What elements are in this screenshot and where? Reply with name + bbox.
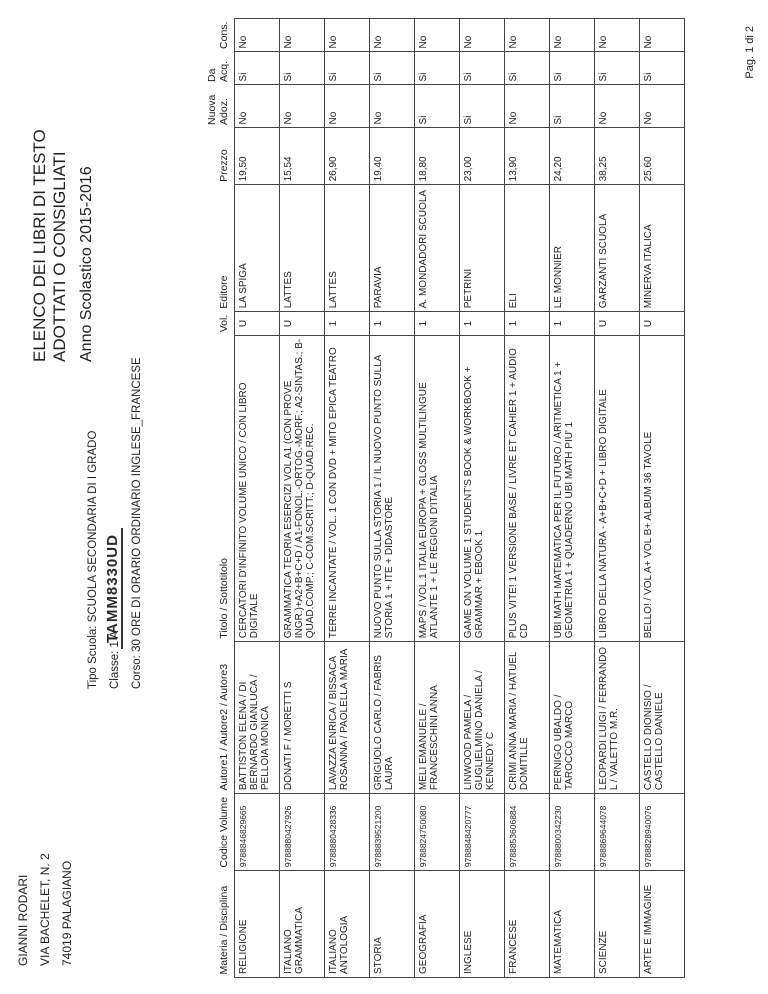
cell-nuova: No [640, 85, 685, 128]
cell-vol: 1 [505, 312, 550, 336]
cell-materia: ITALIANO GRAMMATICA [280, 871, 325, 978]
table-row [280, 19, 325, 978]
cell-nuova: No [595, 85, 640, 128]
school-code-stamp: TAMM8330UD [104, 528, 123, 649]
class-label: Classe: 1 A [109, 630, 121, 689]
school-type: Tipo Scuola: SCUOLA SECONDARIA DI I GRADO [87, 430, 99, 689]
school-name: GIANNI RODARI [16, 874, 30, 966]
document-title [30, 129, 70, 362]
table-row [640, 19, 685, 978]
header-titolo: Titolo / Sottotitolo [218, 558, 230, 639]
cell-nuova: No [280, 85, 325, 128]
cell-materia: MATEMATICA [550, 871, 595, 978]
cell-prezzo: 13,90 [505, 128, 550, 185]
cell-vol: 1 [460, 312, 505, 336]
cell-editore: LATTES [280, 185, 325, 312]
cell-autori: LINWOOD PAMELA / GUGLIELMINO DANIELA / KENNEDY C [460, 642, 505, 794]
cell-prezzo: 26,90 [325, 128, 370, 185]
cell-titolo: PLUS VITE! 1 VERSIONE BASE / LIVRE ET CAHIER 1 + AUDIO CD [505, 335, 550, 642]
header-acq: Da Acq. [206, 60, 230, 82]
cell-codice: 9788839521200 [370, 794, 415, 871]
header-materia: Materia / Disciplina [218, 885, 230, 975]
cell-editore: PARAVIA [370, 185, 415, 312]
cell-autori: LEOPARDI LUIGI / FERRANDO L / VALETTO M.R. [595, 642, 640, 794]
cell-editore: LA SPIGA [235, 185, 280, 312]
cell-titolo: LIBRO DELLA NATURA - A+B+C+D + LIBRO DIGITALE [595, 335, 640, 642]
cell-acq: Si [370, 52, 415, 85]
cell-autori: CASTELLO DIONISIO / CASTELLO DANIELE [640, 642, 685, 794]
cell-titolo: GAME ON VOLUME 1 STUDENT'S BOOK & WORKBOOK + GRAMMAR + EBOOK 1 [460, 335, 505, 642]
cell-cons: No [595, 19, 640, 52]
table-row [235, 19, 280, 978]
cell-editore: PETRINI [460, 185, 505, 312]
header-codice: Codice Volume [218, 796, 230, 868]
course-label: Corso: 30 ORE DI ORARIO ORDINARIO INGLESE_FRANCESE [131, 357, 143, 689]
cell-autori: LAVAZZA ENRICA / BISSACA ROSANNA / PAOLELLA MARIA [325, 642, 370, 794]
cell-editore: ELI [505, 185, 550, 312]
cell-cons: No [325, 19, 370, 52]
cell-acq: Si [235, 52, 280, 85]
table-row [370, 19, 415, 978]
cell-nuova: Si [460, 85, 505, 128]
cell-titolo: TERRE INCANTATE / VOL. 1 CON DVD + MITO EPICA TEATRO [325, 335, 370, 642]
cell-codice: 9788848420777 [460, 794, 505, 871]
header-cons: Cons. [218, 21, 230, 49]
cell-materia: ARTE E IMMAGINE [640, 871, 685, 978]
cell-nuova: Si [415, 85, 460, 128]
cell-nuova: No [370, 85, 415, 128]
class-info [82, 357, 148, 689]
cell-codice: 9788828940076 [640, 794, 685, 871]
cell-acq: Si [280, 52, 325, 85]
school-year: Anno Scolastico 2015-2016 [78, 166, 95, 362]
header-autori: Autore1 / Autore2 / Autore3 [218, 663, 230, 791]
cell-nuova: No [505, 85, 550, 128]
table-row [595, 19, 640, 978]
cell-prezzo: 38,25 [595, 128, 640, 185]
cell-autori: MELI EMANUELE / FRANCESCHINI ANNA [415, 642, 460, 794]
cell-nuova: No [325, 85, 370, 128]
cell-prezzo: 15,54 [280, 128, 325, 185]
cell-nuova: Si [550, 85, 595, 128]
table-row [505, 19, 550, 978]
cell-materia: STORIA [370, 871, 415, 978]
cell-vol: 1 [370, 312, 415, 336]
cell-vol: 1 [415, 312, 460, 336]
cell-codice: 9788846829665 [235, 794, 280, 871]
cell-autori: DONATI F / MORETTI S [280, 642, 325, 794]
cell-acq: Si [415, 52, 460, 85]
cell-autori: CRIMI ANNA MARIA / HATUEL DOMITILLE [505, 642, 550, 794]
cell-codice: 9788800342230 [550, 794, 595, 871]
cell-acq: Si [550, 52, 595, 85]
table-header-row [206, 19, 235, 978]
table-row [460, 19, 505, 978]
school-address [12, 853, 78, 966]
header-editore: Editore [218, 275, 230, 309]
cell-nuova: No [235, 85, 280, 128]
school-city: 74019 PALAGIANO [60, 860, 74, 966]
cell-codice: 9788853606884 [505, 794, 550, 871]
table-row [550, 19, 595, 978]
cell-vol: 1 [550, 312, 595, 336]
cell-cons: No [460, 19, 505, 52]
cell-autori: GRIGUOLO CARLO / FABRIS LAURA [370, 642, 415, 794]
cell-prezzo: 23,00 [460, 128, 505, 185]
cell-cons: No [280, 19, 325, 52]
cell-titolo: GRAMMATICA TEORIA ESERCIZI VOL A1 (CON PROVE INGR.)+A2+B+C+D / A1-FONOL.-ORTOG.-MORF.; A2-SINTAS.; B-QUAD.COMP.; C-COM.SCRITT.; D-QUAD.REC. [280, 335, 325, 642]
cell-acq: Si [595, 52, 640, 85]
title-line-1: ELENCO DEI LIBRI DI TESTO [30, 129, 49, 362]
cell-vol: U [640, 312, 685, 336]
cell-editore: LE MONNIER [550, 185, 595, 312]
books-table [206, 18, 685, 978]
cell-prezzo: 25,60 [640, 128, 685, 185]
cell-cons: No [550, 19, 595, 52]
page-number: Pag. 1 di 2 [744, 26, 756, 79]
cell-editore: LATTES [325, 185, 370, 312]
title-line-2: ADOTTATI O CONSIGLIATI [50, 151, 69, 362]
cell-acq: Si [505, 52, 550, 85]
cell-materia: RELIGIONE [235, 871, 280, 978]
cell-titolo: UBI MATH MATEMATICA PER IL FUTURO / ARITMETICA 1 + GEOMETRIA 1 + QUADERNO UBI MATH PIU' 1 [550, 335, 595, 642]
cell-acq: Si [640, 52, 685, 85]
cell-editore: A. MONDADORI SCUOLA [415, 185, 460, 312]
cell-prezzo: 18,80 [415, 128, 460, 185]
cell-cons: No [370, 19, 415, 52]
cell-materia: SCIENZE [595, 871, 640, 978]
cell-materia: FRANCESE [505, 871, 550, 978]
cell-autori: PERNIGO UBALDO / TAROCCO MARCO [550, 642, 595, 794]
cell-prezzo: 19,50 [235, 128, 280, 185]
cell-vol: U [595, 312, 640, 336]
cell-titolo: NUOVO PUNTO SULLA STORIA 1 / IL NUOVO PUNTO SULLA STORIA 1 + ITE + DIDASTORE [370, 335, 415, 642]
cell-editore: GARZANTI SCUOLA [595, 185, 640, 312]
cell-codice: 9788880427926 [280, 794, 325, 871]
cell-autori: BATTISTON ELENA / DI BERNARDO GIANLUCA / PELLOIA MONICA [235, 642, 280, 794]
header-nuova: Nuova Adoz. [206, 94, 230, 125]
cell-vol: 1 [325, 312, 370, 336]
cell-titolo: BELLO! / VOL A+ VOL B+ ALBUM 36 TAVOLE [640, 335, 685, 642]
cell-cons: No [640, 19, 685, 52]
header-prezzo: Prezzo [218, 149, 230, 182]
cell-materia: GEOGRAFIA [415, 871, 460, 978]
cell-editore: MINERVA ITALICA [640, 185, 685, 312]
header-vol: Vol. [218, 314, 230, 333]
cell-prezzo: 24,20 [550, 128, 595, 185]
cell-codice: 9788824750080 [415, 794, 460, 871]
cell-acq: Si [325, 52, 370, 85]
cell-acq: Si [460, 52, 505, 85]
cell-prezzo: 19,40 [370, 128, 415, 185]
table-row [325, 19, 370, 978]
cell-titolo: CERCATORI D'INFINITO VOLUME UNICO / CON LIBRO DIGITALE [235, 335, 280, 642]
cell-titolo: MAPS / VOL.1 ITALIA EUROPA + GLOSS MULTILINGUE ATLANTE 1 + LE REGIONI D'ITALIA [415, 335, 460, 642]
cell-vol: U [280, 312, 325, 336]
cell-codice: 9788880428336 [325, 794, 370, 871]
cell-materia: INGLESE [460, 871, 505, 978]
table-row [415, 19, 460, 978]
cell-cons: No [415, 19, 460, 52]
cell-cons: No [235, 19, 280, 52]
cell-cons: No [505, 19, 550, 52]
school-street: VIA BACHELET, N. 2 [38, 853, 52, 966]
cell-materia: ITALIANO ANTOLOGIA [325, 871, 370, 978]
cell-codice: 9788869644078 [595, 794, 640, 871]
cell-vol: U [235, 312, 280, 336]
